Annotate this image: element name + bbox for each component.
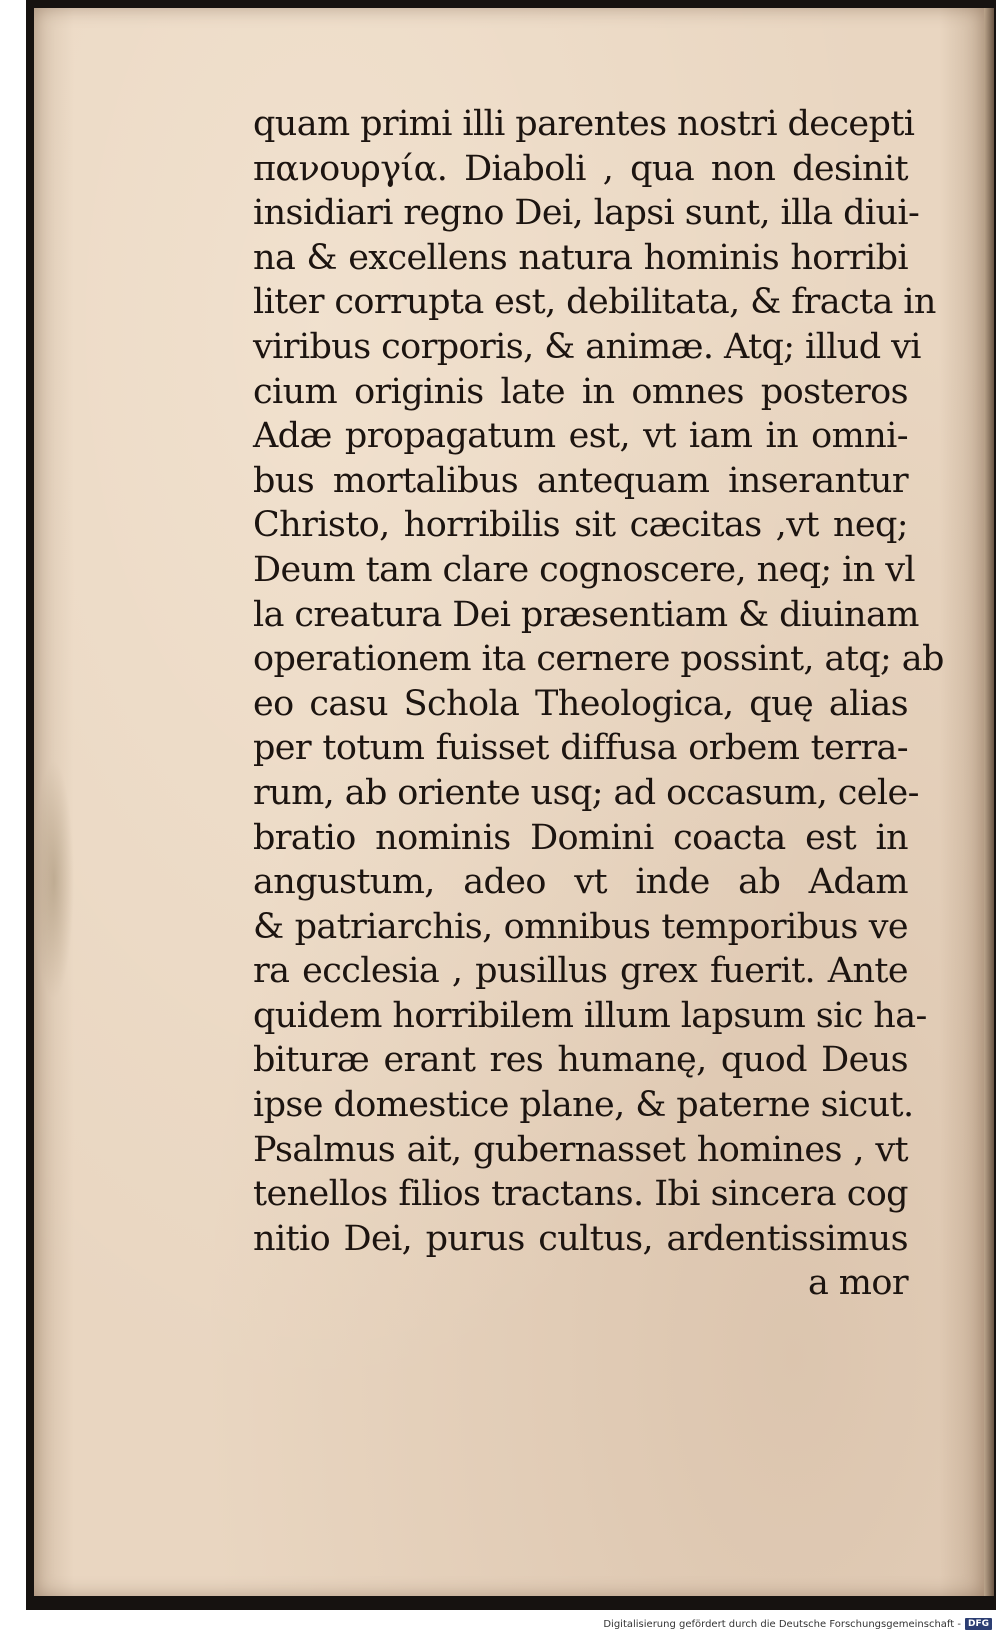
text-line: angustum, adeo vt inde ab Adam	[253, 862, 908, 903]
text-line: bratio nominis Domini coacta est in	[253, 817, 908, 858]
text-line: rum, ab oriente usq; ad occasum, cele-	[253, 772, 919, 813]
page-stain	[34, 760, 74, 1000]
text-line: tenellos filios tractans. Ibi sincera cog	[253, 1174, 908, 1215]
text-line: Christo, horribilis sit cæcitas ,vt neq;	[253, 505, 908, 546]
text-line: Psalmus ait, gubernasset homines , vt	[253, 1129, 908, 1170]
text-line: πανουργία. Diaboli , qua non desinit	[253, 148, 908, 189]
catchword: a mor	[808, 1263, 908, 1304]
text-line: insidiari regno Dei, lapsi sunt, illa diui-	[253, 193, 920, 234]
digitization-credit	[603, 1616, 992, 1632]
text-line: cium originis late in omnes posteros	[253, 371, 908, 412]
text-line: liter corrupta est, debilitata, & fracta in	[253, 282, 936, 323]
dfg-logo-icon: DFG	[965, 1618, 992, 1630]
text-line: nitio Dei, purus cultus, ardentissimus	[253, 1218, 908, 1259]
credit-text: Digitalisierung gefördert durch die Deutsche Forschungsgemeinschaft -	[603, 1618, 961, 1630]
page-text	[253, 102, 944, 1306]
text-line: quam primi illi parentes nostri decepti	[253, 104, 915, 144]
text-line: Deum tam clare cognoscere, neq; in vl	[253, 549, 915, 590]
page-edge	[984, 8, 994, 1596]
text-line: ra ecclesia , pusillus grex fuerit. Ante	[253, 951, 908, 992]
text-line: ipse domestice plane, & paterne sicut.	[253, 1085, 914, 1126]
text-line: bituræ erant res humanę, quod Deus	[253, 1040, 908, 1081]
text-line: bus mortalibus antequam inserantur	[253, 460, 908, 501]
text-line: la creatura Dei præsentiam & diuinam	[253, 594, 919, 635]
text-line: Adæ propagatum est, vt iam in omni-	[253, 416, 908, 457]
text-line: & patriarchis, omnibus temporibus ve	[253, 906, 908, 947]
text-line: operationem ita cernere possint, atq; ab	[253, 639, 944, 680]
text-line: per totum fuisset diffusa orbem terra-	[253, 728, 908, 769]
text-line: eo casu Schola Theologica, quę alias	[253, 683, 908, 724]
text-line: na & excellens natura hominis horribi	[253, 237, 908, 278]
text-line: quidem horribilem illum lapsum sic ha-	[253, 995, 927, 1036]
text-line: viribus corporis, & animæ. Atq; illud vi	[253, 326, 921, 367]
